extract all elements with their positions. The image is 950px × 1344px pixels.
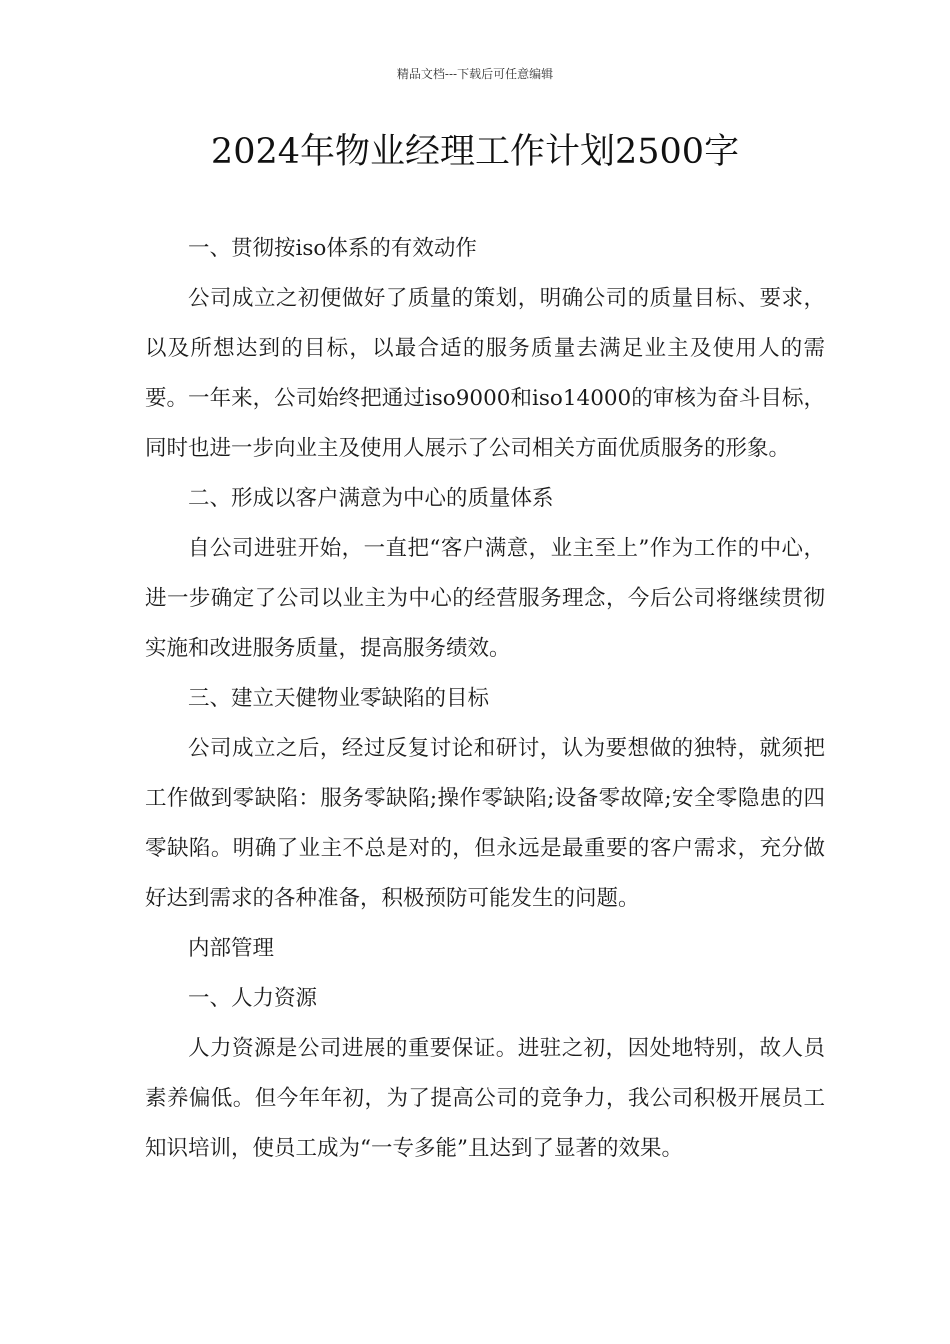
body-paragraph: 公司成立之后，经过反复讨论和研讨，认为要想做的独特，就须把工作做到零缺陷：服务零缺陷;操作零缺陷;设备零故障;安全零隐患的四零缺陷。明确了业主不总是对的，但永远是最重要的客户需求，充分做好达到需求的各种准备，积极预防可能发生的问题。 xyxy=(145,736,825,911)
section-heading: 一、人力资源 xyxy=(188,986,318,1011)
body-paragraph: 人力资源是公司进展的重要保证。进驻之初，因处地特别，故人员素养偏低。但今年年初，为了提高公司的竞争力，我公司积极开展员工知识培训，使员工成为“一专多能”且达到了显著的效果。 xyxy=(145,1036,825,1161)
document-body xyxy=(145,224,825,1174)
section-heading: 内部管理 xyxy=(188,936,275,961)
body-paragraph: 公司成立之初便做好了质量的策划，明确公司的质量目标、要求，以及所想达到的目标，以最合适的服务质量去满足业主及使用人的需要。一年来，公司始终把通过iso9000和iso14000的审核为奋斗目标，同时也进一步向业主及使用人展示了公司相关方面优质服务的形象。 xyxy=(145,286,825,461)
header-note: 精品文档---下载后可任意编辑 xyxy=(396,67,554,81)
section-heading: 三、建立天健物业零缺陷的目标 xyxy=(188,686,490,711)
body-paragraph: 自公司进驻开始，一直把“客户满意，业主至上”作为工作的中心，进一步确定了公司以业主为中心的经营服务理念，今后公司将继续贯彻实施和改进服务质量，提高服务绩效。 xyxy=(145,536,825,661)
section-heading: 一、贯彻按iso体系的有效动作 xyxy=(188,236,477,261)
section-heading: 二、形成以客户满意为中心的质量体系 xyxy=(188,486,554,511)
document-title: 2024年物业经理工作计划2500字 xyxy=(210,132,740,172)
